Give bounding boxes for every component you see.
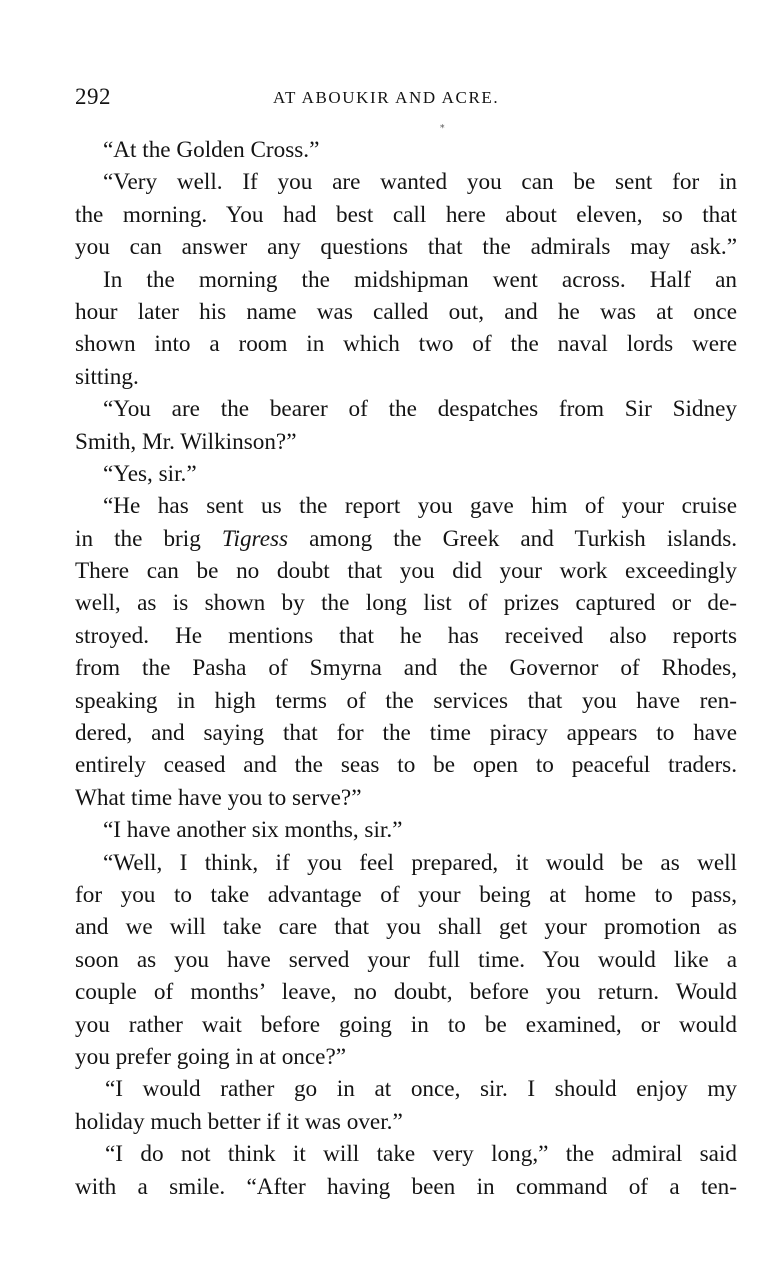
text-line: you prefer going in at once?” [75, 1043, 347, 1070]
text-segment: in the brig [75, 525, 201, 552]
text-line: you rather wait before going in to be examined, or would [75, 1011, 737, 1038]
text-line: There can be no doubt that you did your work exceedingly [75, 558, 737, 585]
text-line: for you to take advantage of your being at home to pass, [75, 881, 737, 908]
body-text [75, 134, 737, 1203]
text-line: “Well, I think, if you feel prepared, it would be as well [103, 849, 737, 876]
text-segment: among the Greek and Turkish islands. [309, 525, 738, 552]
text-line: the morning. You had best call here about eleven, so that [75, 201, 737, 228]
page-number: 292 [75, 84, 111, 109]
text-line: “Yes, sir.” [103, 460, 197, 487]
text-line: hour later his name was called out, and he was at once [75, 298, 737, 325]
text-line: speaking in high terms of the services that you have ren- [75, 687, 737, 714]
text-line: “I do not think it will take very long,” the admiral said [105, 1141, 737, 1168]
text-line: and we will take care that you shall get your promotion as [75, 914, 737, 941]
text-line: stroyed. He mentions that he has received also reports [75, 622, 737, 649]
running-head [75, 84, 737, 112]
running-title: AT ABOUKIR AND ACRE. [273, 88, 500, 107]
text-line: “I would rather go in at once, sir. I should enjoy my [105, 1076, 737, 1103]
text-line: “At the Golden Cross.” [103, 137, 320, 163]
text-line: with a smile. “After having been in command of a ten- [75, 1173, 737, 1200]
text-line: soon as you have served your full time. You would like a [75, 946, 737, 973]
text-line: from the Pasha of Smyrna and the Governor of Rhodes, [75, 655, 737, 682]
text-line: holiday much better if it was over.” [75, 1108, 403, 1135]
text-line: entirely ceased and the seas to be open to peaceful traders. [75, 752, 737, 779]
text-line: you can answer any questions that the admirals may ask.” [75, 234, 737, 261]
text-line: “He has sent us the report you gave him of your cruise [103, 493, 737, 520]
ship-name-italic: Tigress [221, 525, 289, 552]
text-line: “You are the bearer of the despatches from Sir Sidney [103, 396, 737, 423]
text-line: “I have another six months, sir.” [103, 817, 403, 844]
text-line: In the morning the midshipman went across. Half an [103, 266, 737, 293]
text-line: What time have you to serve?” [75, 784, 362, 811]
printer-ornament: * [440, 124, 445, 134]
text-line: sitting. [75, 363, 139, 390]
text-line: dered, and saying that for the time piracy appears to have [75, 720, 737, 747]
text-line: Smith, Mr. Wilkinson?” [75, 428, 297, 455]
text-line: couple of months’ leave, no doubt, before you return. Would [75, 979, 737, 1006]
text-line [75, 523, 737, 555]
text-line: shown into a room in which two of the naval lords were [75, 331, 737, 358]
text-line: well, as is shown by the long list of prizes captured or de- [75, 590, 737, 617]
text-line: “Very well. If you are wanted you can be sent for in [103, 169, 737, 196]
